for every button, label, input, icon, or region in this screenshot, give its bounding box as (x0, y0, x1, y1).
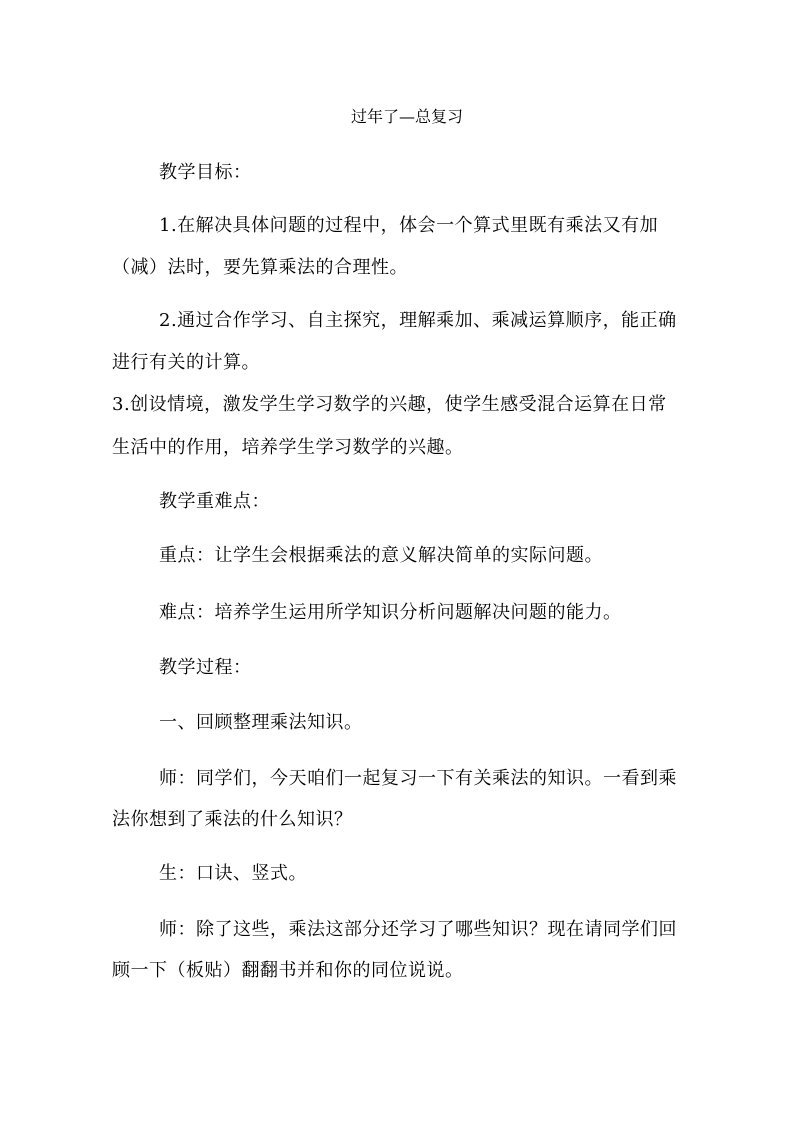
teacher-line-1-continued: 法你想到了乘法的什么知识？ (112, 809, 353, 830)
objective-3-line-2: 生活中的作用，培养学生学习数学的兴趣。 (112, 437, 464, 458)
objective-3-line-1: 3.创设情境，激发学生学习数学的兴趣，使学生感受混合运算在日常 (112, 394, 667, 415)
teacher-line-1: 师：同学们，今天咱们一起复习一下有关乘法的知识。一看到乘 (159, 768, 677, 789)
document-title: 过年了—总复习 (351, 107, 464, 126)
section-1-heading: 一、回顾整理乘法知识。 (159, 712, 363, 733)
key-points-heading: 教学重难点： (159, 491, 270, 512)
teacher-line-2-continued: 顾一下（板贴）翻翻书并和你的同位说说。 (112, 960, 464, 981)
objective-1-line-2: （减）法时，要先算乘法的合理性。 (112, 257, 408, 278)
student-line-1: 生：口诀、竖式。 (159, 863, 307, 884)
objectives-heading: 教学目标： (159, 162, 252, 183)
process-heading: 教学过程： (159, 657, 252, 678)
objective-2-line-1: 2.通过合作学习、自主探究，理解乘加、乘减运算顺序，能正确 (159, 310, 677, 331)
key-point: 重点：让学生会根据乘法的意义解决简单的实际问题。 (159, 545, 603, 566)
objective-2-line-2: 进行有关的计算。 (112, 352, 260, 373)
teacher-line-2: 师：除了这些，乘法这部分还学习了哪些知识？现在请同学们回 (159, 919, 677, 940)
difficult-point: 难点：培养学生运用所学知识分析问题解决问题的能力。 (159, 602, 622, 623)
objective-1-line-1: 1.在解决具体问题的过程中，体会一个算式里既有乘法又有加 (159, 215, 659, 236)
